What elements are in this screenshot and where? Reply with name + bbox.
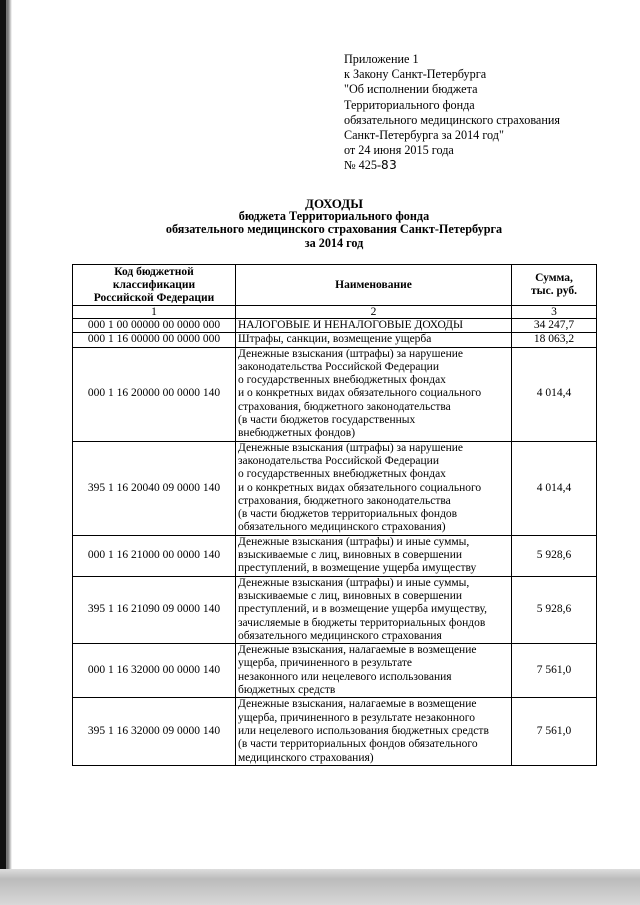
row-sum: 4 014,4: [512, 441, 597, 535]
table-row: [73, 644, 597, 698]
row-name-line: Штрафы, санкции, возмещение ущерба: [238, 333, 432, 346]
row-name-line: взыскиваемые с лиц, виновных в совершении: [238, 549, 463, 562]
title-main: ДОХОДЫ: [305, 196, 363, 211]
row-name-line: законодательства Российской Федерации: [238, 360, 439, 373]
row-name: [236, 319, 512, 333]
appendix-block: [344, 52, 560, 174]
row-name: [236, 644, 512, 698]
row-name-line: (в части бюджетов территориальных фондов: [238, 508, 458, 521]
column-number-row: [73, 306, 597, 319]
row-name-line: Денежные взыскания (штрафы) и иные суммы,: [238, 535, 470, 548]
row-code: 000 1 00 00000 00 0000 000: [73, 319, 236, 333]
row-name-line: обязательного медицинского страхования): [238, 521, 446, 534]
row-name-line: ущерба, причиненного в результате незаконного: [238, 711, 475, 724]
row-code: 395 1 16 32000 09 0000 140: [73, 698, 236, 765]
row-name-line: Денежные взыскания (штрафы) за нарушение: [238, 441, 464, 454]
row-name-line: Денежные взыскания, налагаемые в возмещение: [238, 698, 477, 711]
header-sum: [512, 265, 597, 306]
table-row: [73, 347, 597, 441]
row-name-line: НАЛОГОВЫЕ И НЕНАЛОГОВЫЕ ДОХОДЫ: [238, 319, 464, 331]
row-name: [236, 347, 512, 441]
row-name-line: внебюджетных фондов): [238, 427, 356, 440]
header-code-line: классификации: [112, 278, 196, 291]
row-code: 000 1 16 32000 00 0000 140: [73, 644, 236, 698]
appendix-line: Санкт-Петербурга за 2014 год": [344, 128, 504, 143]
table-row: [73, 576, 597, 643]
row-name-line: и о конкретных видах обязательного социального: [238, 481, 482, 494]
row-name-line: Денежные взыскания, налагаемые в возмещение: [238, 644, 477, 657]
title-line: бюджета Территориального фонда: [238, 209, 430, 224]
row-name: [236, 698, 512, 765]
row-name: [236, 576, 512, 643]
header-code-line: Код бюджетной: [114, 265, 194, 278]
row-name-line: (в части территориальных фондов обязательного: [238, 738, 478, 751]
appendix-line: от 24 июня 2015 года: [344, 143, 454, 158]
law-number: [344, 158, 560, 173]
scan-left-edge: [0, 0, 12, 905]
column-number: 1: [73, 306, 236, 319]
header-sum-line: Сумма,: [535, 272, 573, 284]
table-row: [73, 319, 597, 333]
header-name: Наименование: [236, 265, 512, 306]
table-row: [73, 535, 597, 576]
row-code: 395 1 16 21090 09 0000 140: [73, 576, 236, 643]
row-sum: 5 928,6: [512, 535, 597, 576]
row-name-line: бюджетных средств: [238, 684, 336, 697]
row-name-line: страхования, бюджетного законодательства: [238, 400, 451, 413]
row-name-line: преступлений, в возмещение ущерба имуществу: [238, 562, 477, 575]
row-sum: 7 561,0: [512, 644, 597, 698]
row-code: 000 1 16 20000 00 0000 140: [73, 347, 236, 441]
table-header-row: [73, 265, 597, 306]
row-name-line: законодательства Российской Федерации: [238, 454, 439, 467]
row-code: 000 1 16 21000 00 0000 140: [73, 535, 236, 576]
row-name-line: взыскиваемые с лиц, виновных в совершении: [238, 589, 463, 602]
row-name-line: страхования, бюджетного законодательства: [238, 494, 451, 507]
row-name-line: или нецелевого использования бюджетных средств: [238, 724, 489, 737]
table-row: [73, 441, 597, 535]
row-name-line: преступлений, и в возмещение ущерба имуществу,: [238, 603, 488, 616]
table-row: [73, 333, 597, 347]
column-number: 2: [236, 306, 512, 319]
row-name-line: о государственных внебюджетных фондах: [238, 374, 446, 387]
title-line: обязательного медицинского страхования Санкт-Петербурга: [165, 222, 503, 237]
income-table: [72, 264, 597, 766]
header-code-line: Российской Федерации: [93, 291, 215, 304]
appendix-line: обязательного медицинского страхования: [344, 112, 560, 127]
law-number-prefix: № 425-: [344, 158, 382, 173]
row-name: [236, 535, 512, 576]
document-title: [74, 197, 594, 250]
row-sum: 34 247,7: [512, 319, 597, 333]
table-row: [73, 698, 597, 765]
law-number-handwritten: 83: [381, 158, 398, 173]
row-name-line: ущерба, причиненного в результате: [238, 657, 413, 670]
row-sum: 18 063,2: [512, 333, 597, 347]
row-name-line: Денежные взыскания (штрафы) за нарушение: [238, 347, 464, 360]
header-sum-line: тыс. руб.: [531, 285, 577, 297]
row-name: [236, 333, 512, 347]
column-number: 3: [512, 306, 597, 319]
row-name-line: о государственных внебюджетных фондах: [238, 468, 446, 481]
row-name-line: (в части бюджетов государственных: [238, 414, 416, 427]
row-code: 000 1 16 00000 00 0000 000: [73, 333, 236, 347]
scan-bottom-edge: [0, 869, 640, 905]
row-code: 395 1 16 20040 09 0000 140: [73, 441, 236, 535]
appendix-line: Территориального фонда: [344, 97, 475, 112]
appendix-line: "Об исполнении бюджета: [344, 82, 478, 97]
row-name-line: медицинского страхования): [238, 751, 374, 764]
row-sum: 7 561,0: [512, 698, 597, 765]
row-name-line: обязательного медицинского страхования: [238, 629, 442, 642]
header-code: [73, 265, 236, 306]
row-name-line: зачисляемые в бюджеты территориальных фондов: [238, 616, 486, 629]
title-line: за 2014 год: [304, 235, 364, 250]
row-sum: 5 928,6: [512, 576, 597, 643]
row-name-line: и о конкретных видах обязательного социального: [238, 387, 482, 400]
appendix-line: Приложение 1: [344, 52, 419, 66]
row-name: [236, 441, 512, 535]
table-body: [73, 319, 597, 766]
row-sum: 4 014,4: [512, 347, 597, 441]
row-name-line: незаконного или нецелевого использования: [238, 670, 452, 683]
row-name-line: Денежные взыскания (штрафы) и иные суммы,: [238, 576, 470, 589]
appendix-line: к Закону Санкт-Петербурга: [344, 67, 487, 82]
